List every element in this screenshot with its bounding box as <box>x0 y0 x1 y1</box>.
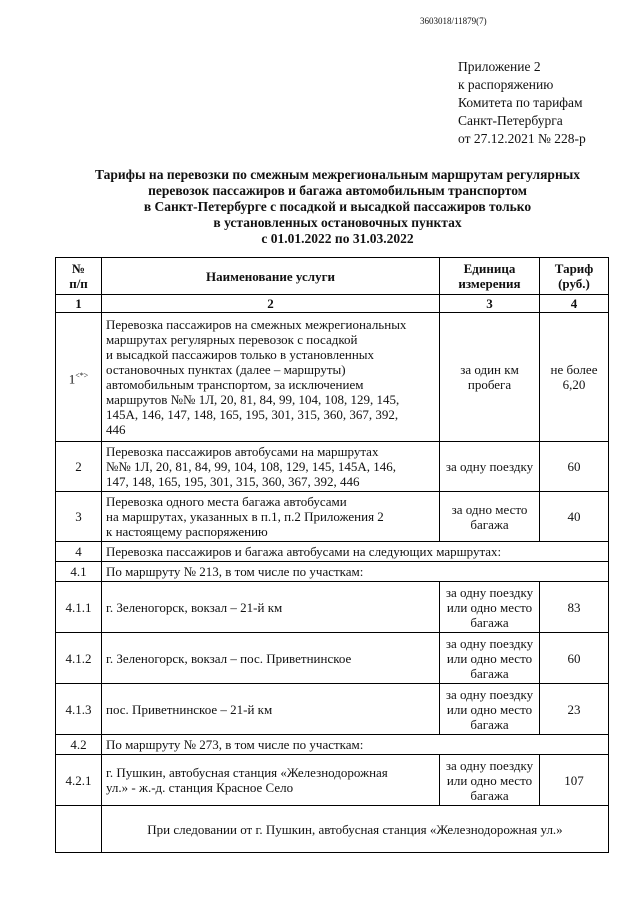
row-number: 4.2.1 <box>56 755 102 806</box>
service-name-line: маршрутах регулярных перевозок с посадкой <box>106 332 358 347</box>
price-line: не более <box>550 362 598 377</box>
unit-line: или одно место <box>446 701 533 717</box>
column-number: 1 <box>56 295 102 313</box>
price-cell <box>540 492 609 542</box>
price-line: 60 <box>567 459 581 474</box>
header-price-line: Тариф <box>554 261 594 276</box>
service-name-line: на маршрутах, указанных в п.1, п.2 Приложения 2 <box>106 509 384 524</box>
service-name: г. Зеленогорск, вокзал – пос. Приветнинское <box>102 633 440 684</box>
price-line: 6,20 <box>562 377 586 392</box>
header-num-line: п/п <box>69 276 88 291</box>
unit-line: багажа <box>470 614 509 630</box>
route-direction-heading: При следовании от г. Пушкин, автобусная станция «Железнодорожная ул.» <box>102 806 609 853</box>
unit-line: или одно место <box>446 650 533 666</box>
row-number: 4.2 <box>56 735 102 755</box>
unit-cell <box>440 442 540 492</box>
tariffs-table <box>55 257 609 853</box>
table-row <box>56 735 609 755</box>
header-unit-line: Единица <box>463 261 516 276</box>
row-number: 4.1 <box>56 562 102 582</box>
title-line: перевозок пассажиров и багажа автомобильным транспортом <box>148 183 527 198</box>
document-title <box>60 167 615 247</box>
price-cell <box>540 442 609 492</box>
service-name-line: 147, 148, 165, 195, 301, 315, 360, 367, 392, 446 <box>106 474 360 489</box>
unit-line: за одну поездку <box>445 635 534 651</box>
unit-line: или одно место <box>446 599 533 615</box>
unit-cell <box>440 313 540 442</box>
row-number: 4.1.1 <box>56 582 102 633</box>
header-unit <box>440 258 540 295</box>
service-name-line: 145А, 146, 147, 148, 165, 195, 301, 315, 360, 367, 392, <box>106 407 399 422</box>
service-name-line: автомобильным транспортом, за исключением <box>106 377 364 392</box>
title-line: с 01.01.2022 по 31.03.2022 <box>261 231 414 246</box>
column-number: 3 <box>440 295 540 313</box>
table-row <box>56 633 609 684</box>
column-number: 2 <box>102 295 440 313</box>
row-number <box>56 806 102 853</box>
service-name <box>102 755 440 806</box>
service-name-line: №№ 1Л, 20, 81, 84, 99, 104, 108, 129, 145, 145А, 146, <box>106 459 397 474</box>
unit-cell <box>440 492 540 542</box>
service-name <box>102 492 440 542</box>
route-heading: По маршруту № 213, в том числе по участкам: <box>102 562 609 582</box>
table-row <box>56 492 609 542</box>
footnote-marker: <*> <box>75 370 89 380</box>
price-line: 40 <box>567 509 581 524</box>
unit-cell <box>440 755 540 806</box>
header-price <box>540 258 609 295</box>
section-heading: Перевозка пассажиров и багажа автобусами на следующих маршрутах: <box>102 542 609 562</box>
table-row <box>56 806 609 853</box>
table-row <box>56 542 609 562</box>
service-name-line: Перевозка пассажиров на смежных межрегиональных <box>106 317 407 332</box>
title-line: в установленных остановочных пунктах <box>213 215 462 230</box>
header-unit-line: измерения <box>458 276 521 291</box>
row-number: 2 <box>56 442 102 492</box>
service-name: г. Зеленогорск, вокзал – 21-й км <box>102 582 440 633</box>
appendix-line: к распоряжению <box>458 77 554 92</box>
row-number: 4 <box>56 542 102 562</box>
unit-cell <box>440 633 540 684</box>
column-number: 4 <box>540 295 609 313</box>
table-row <box>56 562 609 582</box>
price-cell: 83 <box>540 582 609 633</box>
unit-line: за одну поездку <box>445 459 534 474</box>
table-row <box>56 582 609 633</box>
row-number <box>56 313 102 442</box>
document-registration-code: 3603018/11879(7) <box>420 16 487 26</box>
service-name-line: Перевозка пассажиров автобусами на маршрутах <box>106 444 379 459</box>
unit-line: за одно место <box>451 501 528 517</box>
appendix-line: Комитета по тарифам <box>458 95 583 110</box>
appendix-block <box>458 58 586 148</box>
service-name-line: маршрутов №№ 1Л, 20, 81, 84, 99, 104, 108, 129, 145, <box>106 392 400 407</box>
appendix-line: от 27.12.2021 № 228-р <box>458 131 586 146</box>
row-number: 3 <box>56 492 102 542</box>
table-row <box>56 442 609 492</box>
appendix-line: Приложение 2 <box>458 59 541 74</box>
price-cell <box>540 313 609 442</box>
service-name <box>102 313 440 442</box>
table-row <box>56 755 609 806</box>
table-header-row <box>56 258 609 295</box>
service-name-line: к настоящему распоряжению <box>106 524 268 539</box>
unit-cell <box>440 582 540 633</box>
price-cell: 23 <box>540 684 609 735</box>
service-name-line: г. Пушкин, автобусная станция «Железнодорожная <box>106 765 388 780</box>
header-name: Наименование услуги <box>102 258 440 295</box>
header-num <box>56 258 102 295</box>
unit-line: за одну поездку <box>445 757 534 773</box>
service-name <box>102 442 440 492</box>
service-name-line: и высадкой пассажиров только в установленных <box>106 347 375 362</box>
row-number: 4.1.2 <box>56 633 102 684</box>
price-cell: 107 <box>540 755 609 806</box>
appendix-line: Санкт-Петербурга <box>458 113 563 128</box>
unit-line: за одну поездку <box>445 584 534 600</box>
unit-line: багажа <box>470 787 509 803</box>
service-name-line: остановочных пунктах (далее – маршруты) <box>106 362 346 377</box>
unit-line: багажа <box>470 665 509 681</box>
service-name-line: 446 <box>106 422 126 437</box>
unit-line: багажа <box>470 716 509 732</box>
unit-line: за один км <box>460 362 519 377</box>
row-number-value: 1 <box>68 371 76 387</box>
header-num-line: № <box>71 261 86 276</box>
row-number: 4.1.3 <box>56 684 102 735</box>
header-price-line: (руб.) <box>558 276 590 291</box>
service-name-line: ул.» - ж.-д. станция Красное Село <box>106 780 294 795</box>
route-heading: По маршруту № 273, в том числе по участкам: <box>102 735 609 755</box>
unit-line: или одно место <box>446 772 533 788</box>
price-cell: 60 <box>540 633 609 684</box>
table-row <box>56 684 609 735</box>
service-name: пос. Приветнинское – 21-й км <box>102 684 440 735</box>
title-line: Тарифы на перевозки по смежным межрегиональным маршрутам регулярных <box>94 167 581 182</box>
unit-line: пробега <box>467 377 512 392</box>
table-row <box>56 313 609 442</box>
service-name-line: Перевозка одного места багажа автобусами <box>106 494 347 509</box>
title-line: в Санкт-Петербурге с посадкой и высадкой пассажиров только <box>143 199 532 214</box>
unit-line: за одну поездку <box>445 686 534 702</box>
column-number-row <box>56 295 609 313</box>
unit-line: багажа <box>470 516 509 532</box>
unit-cell <box>440 684 540 735</box>
